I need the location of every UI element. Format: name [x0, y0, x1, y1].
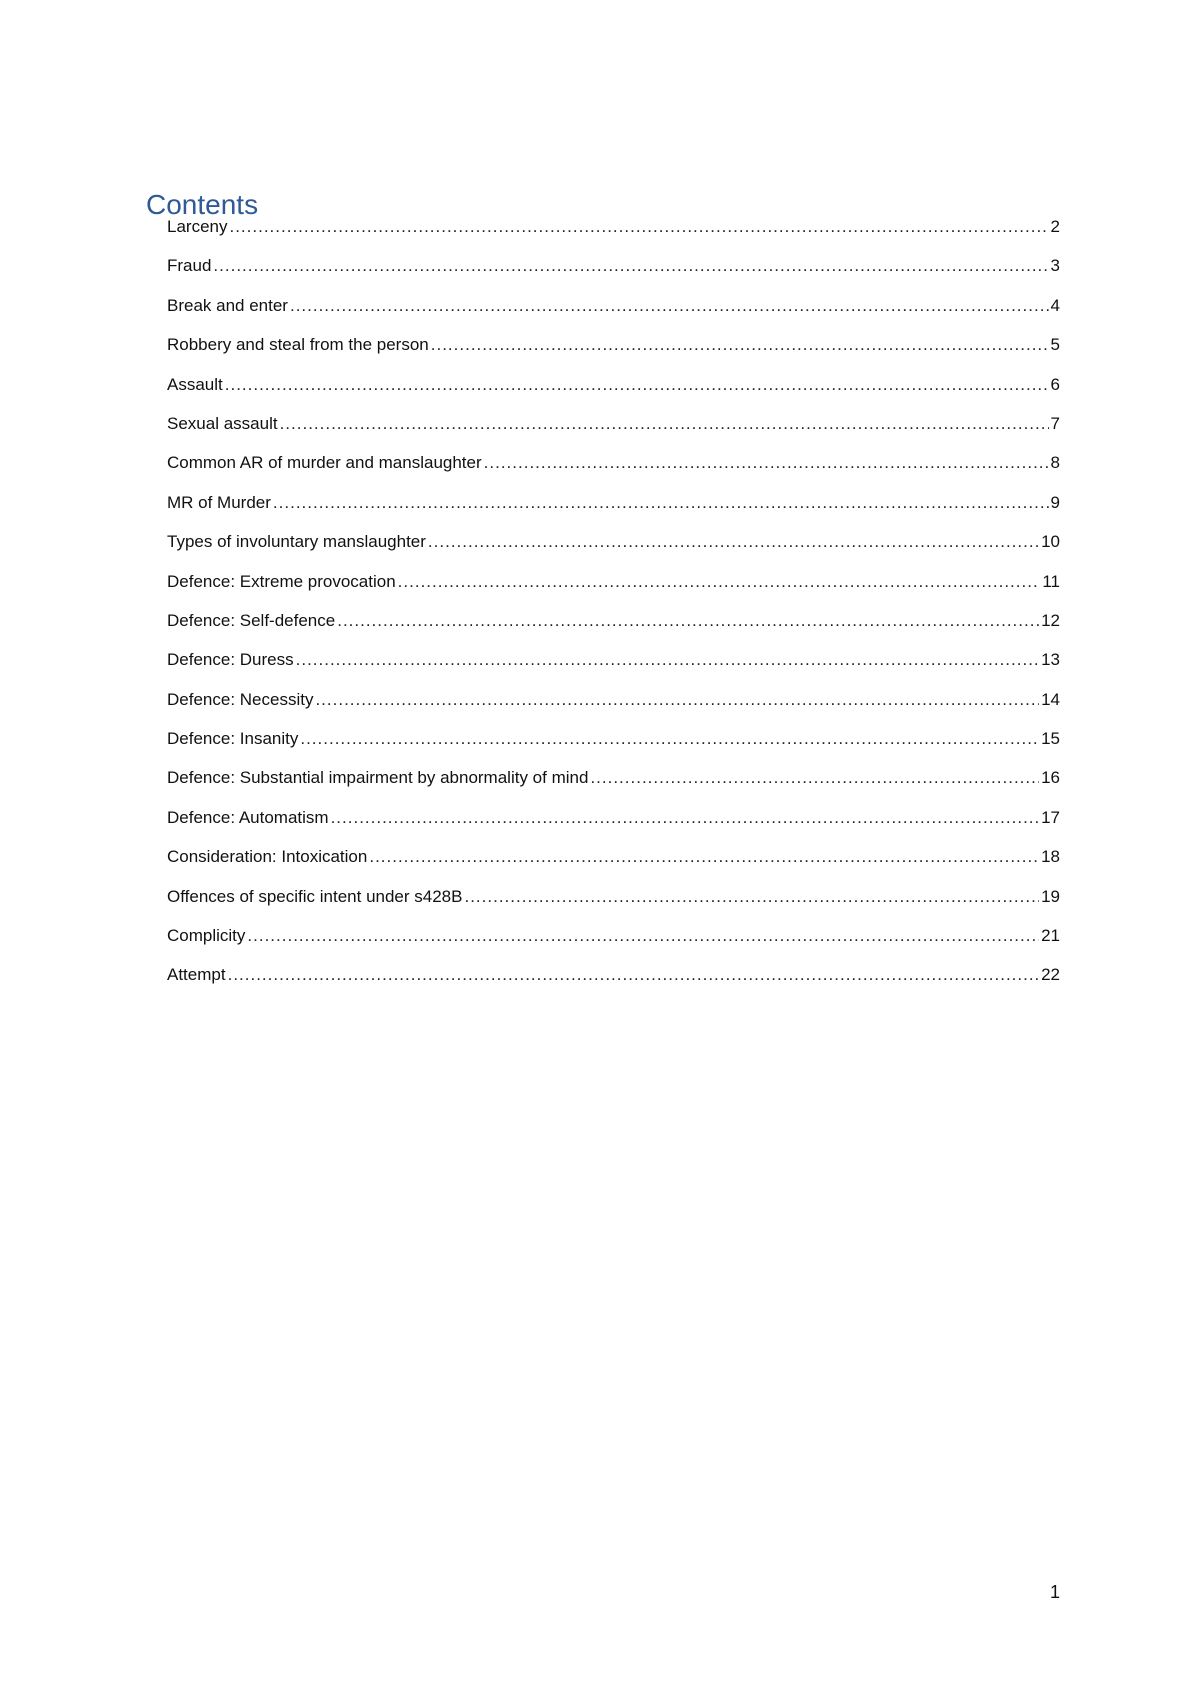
toc-dot-leader [300, 724, 1039, 754]
toc-entry-label: Larceny [167, 217, 228, 236]
toc-entry[interactable] [167, 685, 1060, 724]
toc-entry[interactable] [167, 527, 1060, 566]
toc-entry[interactable] [167, 409, 1060, 448]
toc-dot-leader [369, 842, 1039, 872]
toc-entry[interactable] [167, 330, 1060, 369]
toc-entry-label: Defence: Duress [167, 650, 294, 670]
toc-dot-leader [228, 960, 1039, 990]
toc-dot-leader [484, 448, 1049, 478]
toc-entry-label: Defence: Necessity [167, 689, 314, 709]
toc-entry-page: 10 [1041, 532, 1060, 552]
toc-entry-page: 15 [1041, 729, 1060, 749]
toc-dot-leader [428, 527, 1039, 557]
toc-entry-label: Robbery and steal from the person [167, 335, 429, 355]
toc-entry[interactable] [167, 842, 1060, 881]
toc-entry[interactable] [167, 724, 1060, 763]
toc-entry-page: 5 [1050, 335, 1060, 355]
toc-entry-label: Common AR of murder and manslaughter [167, 453, 482, 473]
toc-entry-page: 12 [1041, 610, 1060, 630]
toc-entry[interactable] [167, 921, 1060, 960]
toc-entry-page: 11 [1042, 571, 1060, 591]
toc-entry[interactable] [167, 448, 1060, 487]
toc-dot-leader [315, 685, 1039, 715]
toc-entry-page: 17 [1041, 807, 1060, 827]
toc-entry-label: Sexual assault [167, 413, 278, 433]
toc-entry-page: 4 [1050, 295, 1060, 315]
toc-dot-leader [337, 606, 1039, 636]
toc-entry[interactable] [167, 763, 1060, 802]
toc-entry[interactable] [167, 803, 1060, 842]
toc-entry[interactable] [167, 882, 1060, 921]
toc-entry-page: 8 [1050, 453, 1060, 473]
toc-dot-leader [229, 212, 1048, 242]
toc-dot-leader [431, 330, 1049, 360]
toc-entry[interactable] [167, 370, 1060, 409]
toc-entry[interactable] [167, 212, 1060, 251]
toc-entry-label: Complicity [167, 926, 246, 946]
toc-entry-label: Break and enter [167, 295, 288, 315]
toc-entry-page: 6 [1050, 374, 1060, 394]
toc-dot-leader [247, 921, 1039, 951]
toc-dot-leader [296, 645, 1039, 675]
toc-dot-leader [273, 488, 1049, 518]
toc-title: Contents [146, 188, 259, 220]
toc-entry-label: Types of involuntary manslaughter [167, 532, 426, 552]
toc-entry[interactable] [167, 251, 1060, 290]
toc-entry[interactable] [167, 606, 1060, 645]
toc-dot-leader [464, 882, 1039, 912]
toc-entry-page: 22 [1041, 965, 1060, 985]
toc-entry-page: 19 [1041, 886, 1060, 906]
toc-dot-leader [331, 803, 1040, 833]
toc-dot-leader [398, 567, 1041, 597]
toc-dot-leader [225, 370, 1049, 400]
toc-entry[interactable] [167, 488, 1060, 527]
toc-dot-leader [280, 409, 1049, 439]
toc-entry-label: Attempt [167, 965, 226, 985]
toc-entry-label: Defence: Self-defence [167, 610, 336, 630]
toc-entry-page: 2 [1050, 217, 1060, 236]
toc-entry-page: 3 [1050, 256, 1060, 276]
toc-entry-label: Offences of specific intent under s428B [167, 886, 463, 906]
toc-entry-page: 14 [1041, 689, 1060, 709]
toc-entry-page: 21 [1041, 926, 1060, 946]
toc-entry-label: Defence: Insanity [167, 729, 299, 749]
toc-entry-label: Consideration: Intoxication [167, 847, 368, 867]
toc-entry[interactable] [167, 645, 1060, 684]
toc-entry-page: 16 [1041, 768, 1060, 788]
toc-entry-label: Assault [167, 374, 223, 394]
toc-entry-label: Defence: Extreme provocation [167, 571, 396, 591]
toc-entry-page: 18 [1041, 847, 1060, 867]
toc-list [167, 212, 1060, 1000]
toc-entry-page: 7 [1050, 413, 1060, 433]
toc-entry-label: Fraud [167, 256, 212, 276]
toc-entry-label: Defence: Substantial impairment by abnormality of mind [167, 768, 589, 788]
toc-entry[interactable] [167, 567, 1060, 606]
toc-dot-leader [213, 251, 1048, 281]
toc-entry-page: 9 [1050, 492, 1060, 512]
toc-dot-leader [290, 291, 1049, 321]
toc-entry-label: Defence: Automatism [167, 807, 329, 827]
toc-entry-page: 13 [1041, 650, 1060, 670]
toc-entry[interactable] [167, 960, 1060, 999]
page-number: 1 [1049, 1582, 1060, 1602]
toc-entry-label: MR of Murder [167, 492, 271, 512]
toc-dot-leader [590, 763, 1039, 793]
toc-entry[interactable] [167, 291, 1060, 330]
